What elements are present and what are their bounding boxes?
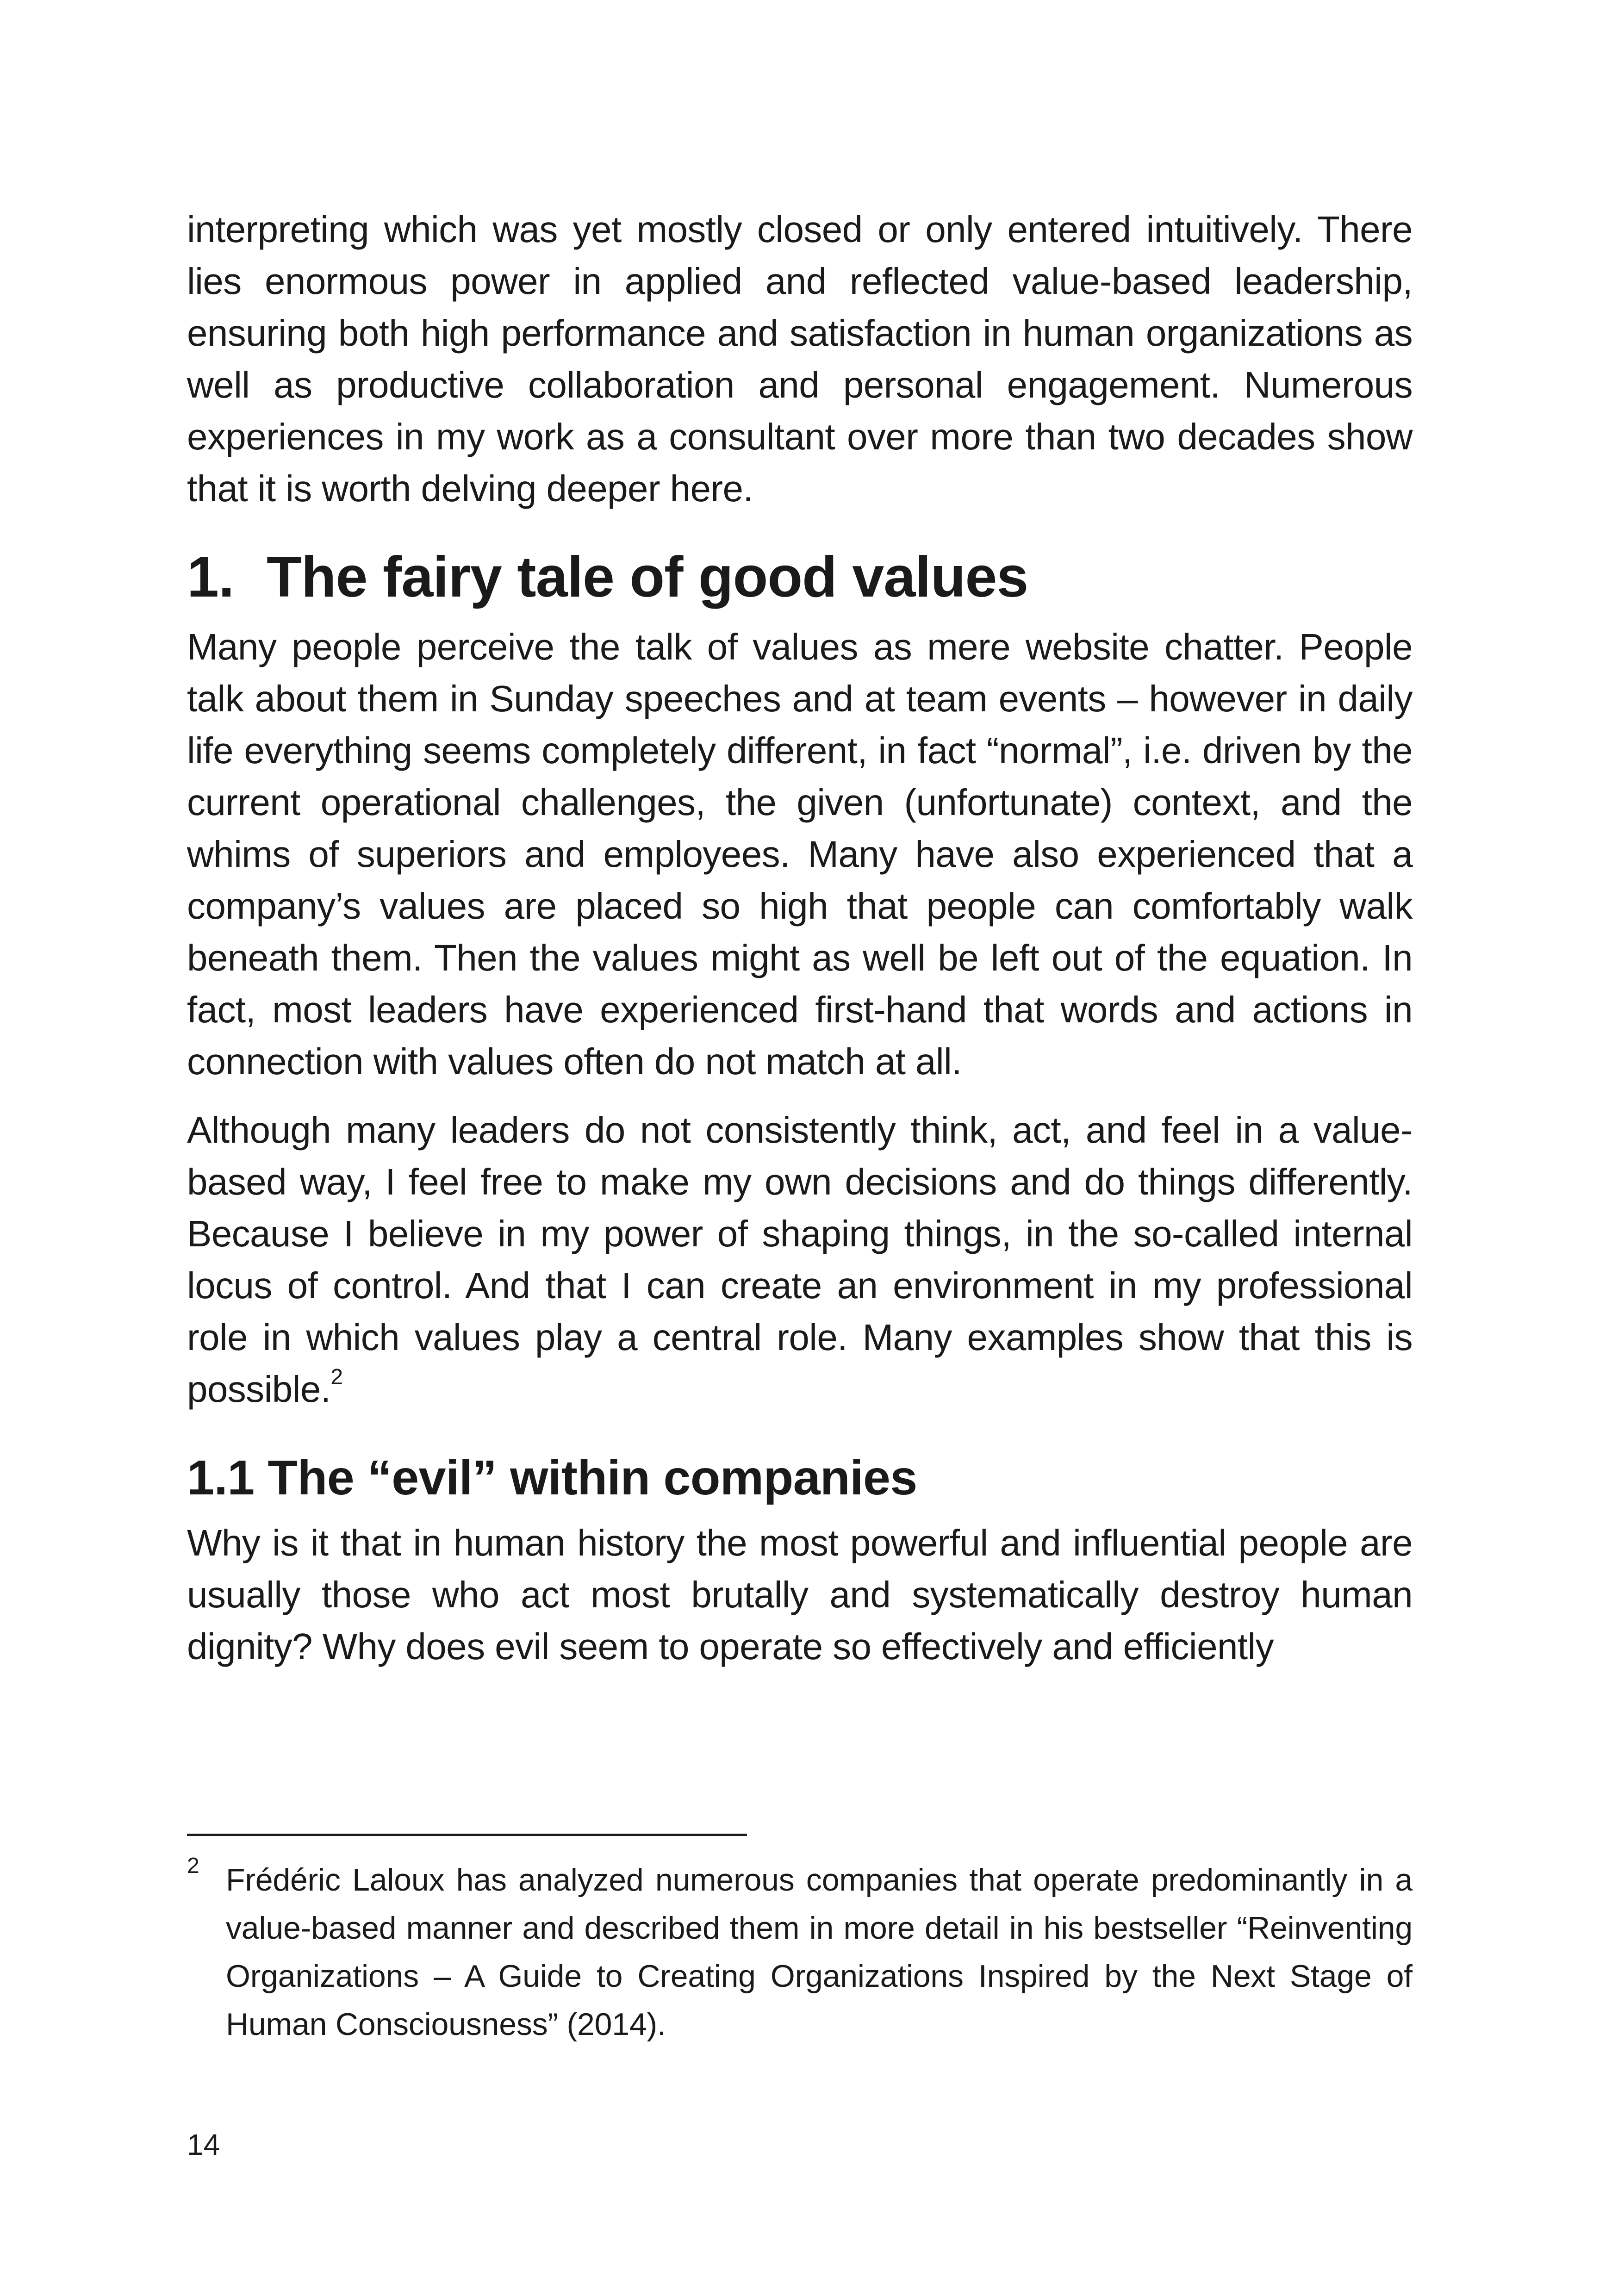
paragraph-value-based-leaders bbox=[187, 1104, 1413, 1415]
section-title: The fairy tale of good values bbox=[267, 545, 1028, 609]
footnote-divider bbox=[187, 1834, 747, 1836]
footnote-reference[interactable]: 2 bbox=[330, 1365, 343, 1389]
paragraph-text: Although many leaders do not consistently think, act, and feel in a value-based way, I feel free to make my own decisions and do things differently. Because I believe in my power of shaping things, in the so-called internal locus of control. And that I can create an environment in my professional role in which values play a central role. Many examples show that this is possible. bbox=[187, 1109, 1413, 1410]
section-heading-1-1: 1.1 The “evil” within companies bbox=[187, 1450, 917, 1505]
section-heading-1 bbox=[187, 542, 1413, 612]
page-number: 14 bbox=[187, 2128, 220, 2161]
paragraph-evil: Why is it that in human history the most powerful and influential people are usually those who act most brutally and systematically destroy human dignity? Why does evil seem to operate so effectively and efficiently bbox=[187, 1522, 1413, 1667]
footnote bbox=[187, 1856, 1413, 2048]
section-number: 1. bbox=[187, 545, 234, 609]
main-text bbox=[187, 204, 1413, 1673]
paragraph-intro: interpreting which was yet mostly closed or only entered intuitively. There lies enormous power in applied and reflected value-based leadership, ensuring both high performance and satisfaction in human organizations as well as productive collaboration and personal engagement. Numerous experiences in my work as a consultant over more than two decades show that it is worth delving deeper here. bbox=[187, 209, 1413, 509]
footnote-mark: 2 bbox=[187, 1854, 199, 1878]
paragraph-values-chatter: Many people perceive the talk of values as mere website chatter. People talk about them in Sunday speeches and at team events – however in daily life everything seems completely different, in fact “normal”, i.e. driven by the current operational challenges, the given (unfortunate) context, and the whims of superiors and employees. Many have also experienced that a company’s values are placed so high that people can comfortably walk beneath them. Then the values might as well be left out of the equation. In fact, most leaders have experienced first-hand that words and actions in connection with values often do not match at all. bbox=[187, 626, 1413, 1082]
footnote-text: Frédéric Laloux has analyzed numerous companies that operate predominantly in a value-based manner and described them in more detail in his bestseller “Reinventing Organizations – A Guide to Creating Organizations Inspired by the Next Stage of Human Consciousness” (2014). bbox=[226, 1862, 1413, 2042]
